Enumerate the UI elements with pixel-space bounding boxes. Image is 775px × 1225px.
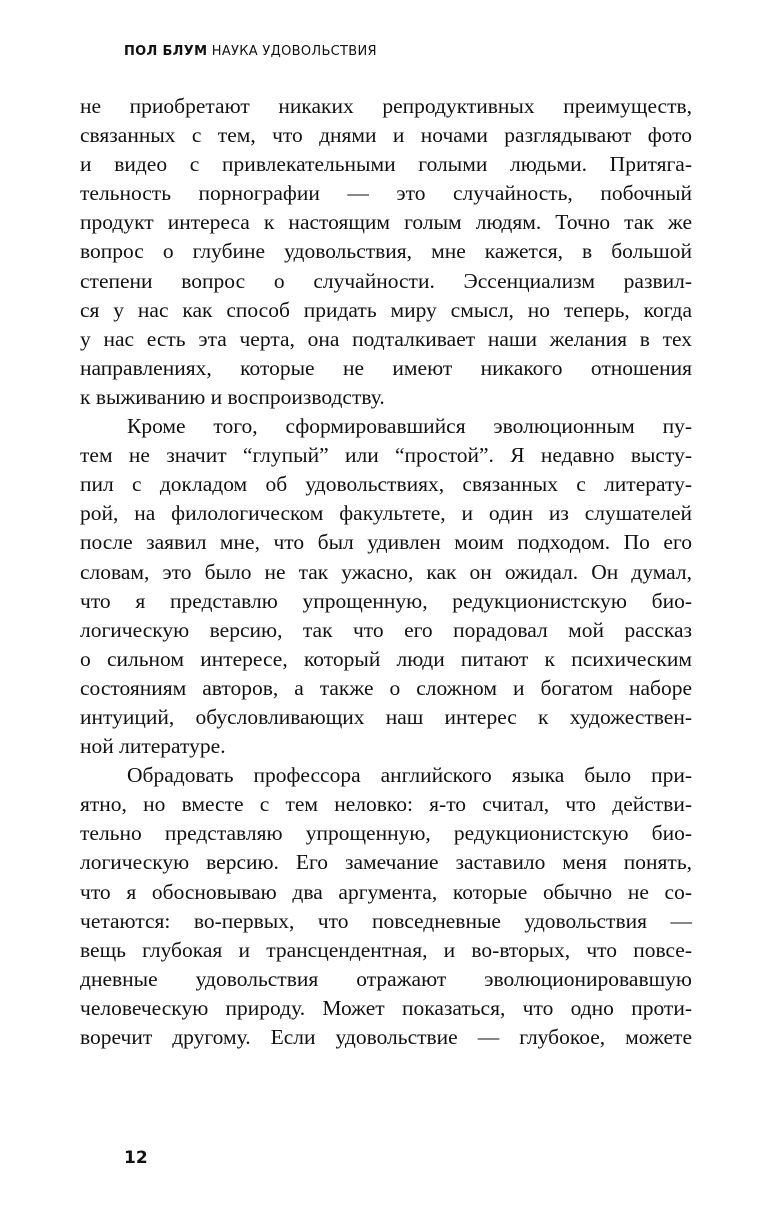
text-line: интуиций, обусловливающих наш интерес к художествен- [80, 704, 692, 729]
text-line: степени вопрос о случайности. Эссенциализм развил- [80, 268, 692, 293]
text-line: ся у нас как способ придать миру смысл, но теперь, когда [80, 297, 692, 322]
text-line: тельно представляю упрощенную, редукционистскую био- [80, 821, 692, 846]
running-header [124, 44, 377, 59]
text-line: о сильном интересе, который люди питают к психическим [80, 646, 692, 671]
paragraph [80, 412, 692, 761]
text-line: ной литературе. [80, 734, 226, 759]
page-number: 12 [124, 1148, 148, 1168]
text-line: продукт интереса к настоящим голым людям. Точно так же [80, 210, 692, 235]
text-line: направлениях, которые не имеют никакого отношения [80, 355, 692, 380]
text-line: вопрос о глубине удовольствия, мне кажется, в большой [80, 239, 692, 264]
text-line: вещь глубокая и трансцендентная, и во-вторых, что повсе- [80, 937, 692, 962]
text-line: логическую версию. Его замечание заставило меня понять, [80, 850, 692, 875]
text-line: рой, на филологическом факультете, и один из слушателей [80, 501, 692, 526]
text-line: ятно, но вместе с тем неловко: я-то считал, что действи- [80, 792, 692, 817]
text-line: к выживанию и воспроизводству. [80, 384, 385, 409]
header-author: ПОЛ БЛУМ [124, 44, 208, 59]
text-line: что я представлю упрощенную, редукционистскую био- [80, 588, 692, 613]
text-line: дневные удовольствия отражают эволюционировавшую [80, 966, 692, 991]
text-line: четаются: во-первых, что повседневные удовольствия — [80, 908, 692, 933]
text-line: Кроме того, сформировавшийся эволюционным пу- [127, 414, 692, 439]
paragraph [80, 92, 692, 412]
text-line: пил с докладом об удовольствиях, связанных с литерату- [80, 472, 692, 497]
text-line: тельность порнографии — это случайность, побочный [80, 181, 692, 206]
text-line: состояниям авторов, а также о сложном и богатом наборе [80, 675, 692, 700]
text-line: связанных с тем, что днями и ночами разглядывают фото [80, 123, 692, 148]
text-line: после заявил мне, что был удивлен моим подходом. По его [80, 530, 692, 555]
paragraph [80, 761, 692, 1052]
text-line: человеческую природу. Может показаться, что одно проти- [80, 995, 692, 1020]
text-line: и видео с привлекательными голыми людьми. Притяга- [80, 152, 692, 177]
text-line: логическую версию, так что его порадовал мой рассказ [80, 617, 692, 642]
header-book-title: НАУКА УДОВОЛЬСТВИЯ [211, 44, 377, 59]
text-line: что я обосновываю два аргумента, которые обычно не со- [80, 879, 692, 904]
text-line: не приобретают никаких репродуктивных преимуществ, [80, 94, 692, 118]
text-line: воречит другому. Если удовольствие — глубокое, можете [80, 1025, 692, 1049]
text-line: у нас есть эта черта, она подталкивает наши желания в тех [80, 326, 692, 351]
page-body-text [80, 92, 692, 1052]
text-line: тем не значит “глупый” или “простой”. Я недавно высту- [80, 443, 692, 468]
text-line: словам, это было не так ужасно, как он ожидал. Он думал, [80, 559, 692, 584]
text-line: Обрадовать профессора английского языка было при- [127, 763, 692, 788]
